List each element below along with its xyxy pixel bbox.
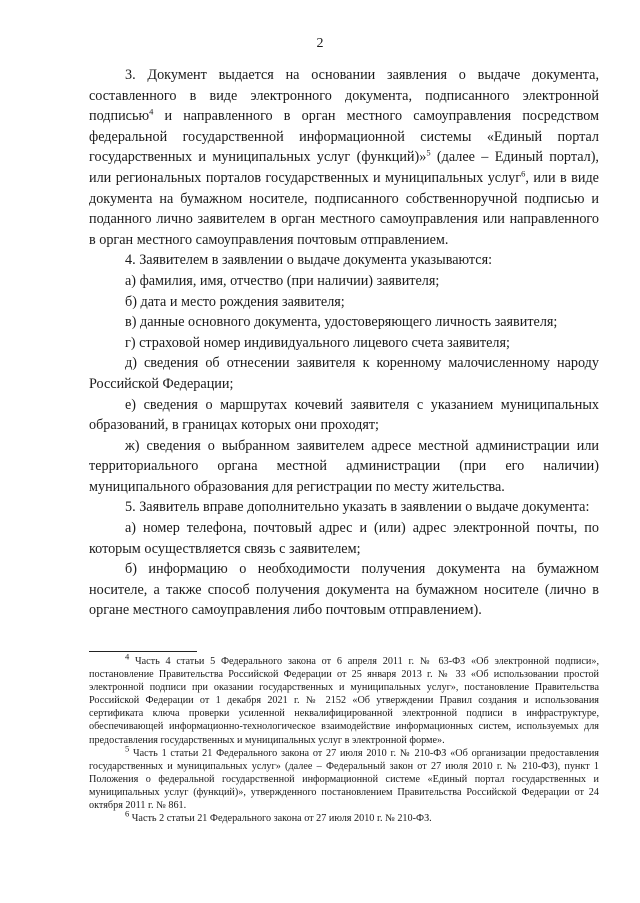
text-run: Часть 2 статьи 21 Федерального закона от 27 июля 2010 г. № 210-ФЗ. bbox=[129, 813, 432, 825]
footnote-ref: 6 bbox=[125, 808, 130, 819]
footnote bbox=[89, 743, 599, 812]
paragraph bbox=[89, 559, 599, 621]
footnote-ref: 5 bbox=[426, 147, 431, 158]
footnotes bbox=[89, 651, 599, 825]
paragraph bbox=[89, 312, 599, 333]
paragraph bbox=[89, 395, 599, 436]
paragraph bbox=[89, 518, 599, 559]
footnote-ref: 4 bbox=[125, 651, 130, 662]
text-run: Часть 1 статьи 21 Федерального закона от 27 июля 2010 г. № 210-ФЗ «Об организации предоставления государственных и муниципальных услуг» (далее – Федеральный закон от 27 июля 2010 г. № 210-ФЗ), пункт 1 Положения о федеральной государственной информационной системе «Единый портал государственных и муниципальных услуг (функций)», утвержденного постановлением Правительства Российской Федерации от 24 октября 2011 г. № 861. bbox=[89, 747, 599, 812]
footnote bbox=[89, 651, 599, 747]
paragraph bbox=[89, 353, 599, 394]
text-run: а) фамилия, имя, отчество (при наличии) заявителя; bbox=[125, 272, 440, 289]
footnote-ref: 6 bbox=[521, 168, 526, 179]
body-text bbox=[89, 65, 599, 621]
text-run: д) сведения об отнесении заявителя к коренному малочисленному народу Российской Федерации; bbox=[89, 355, 599, 392]
paragraph bbox=[89, 333, 599, 354]
text-run: 4. Заявителем в заявлении о выдаче документа указываются: bbox=[125, 252, 493, 269]
text-run: е) сведения о маршрутах кочевий заявителя с указанием муниципальных образований, в границах которых они проходят; bbox=[89, 396, 599, 434]
text-run: и направленного в орган местного самоуправления посредством федеральной государственной информационной системы «Единый портал государственных и муниципальных услуг (функций)» bbox=[89, 108, 599, 166]
paragraph bbox=[89, 271, 599, 292]
footnote-ref: 4 bbox=[149, 106, 154, 117]
text-run: 5. Заявитель вправе дополнительно указать в заявлении о выдаче документа: bbox=[125, 499, 590, 516]
paragraph bbox=[89, 292, 599, 313]
text-run: в) данные основного документа, удостоверяющего личность заявителя; bbox=[125, 314, 558, 331]
footnote-ref: 5 bbox=[125, 743, 130, 754]
footnote bbox=[89, 808, 599, 825]
paragraph bbox=[89, 250, 599, 271]
page-number: 2 bbox=[316, 36, 324, 51]
text-run: (далее – Единый портал), или региональных порталов государственных и муниципальных услуг bbox=[89, 149, 599, 186]
footnote-separator bbox=[89, 651, 197, 652]
text-run: , или в виде документа на бумажном носителе, подписанного собственноручной подписью и поданного лично заявителем в орган местного самоуправления или направленного в орган местного самоуправления почтовым отправлением. bbox=[89, 169, 599, 248]
paragraph bbox=[89, 497, 599, 518]
text-run: ж) сведения о выбранном заявителем адресе местной администрации или территориального органа местной администрации (при его наличии) муниципального образования для регистрации по месту жительства. bbox=[89, 437, 599, 495]
paragraph bbox=[89, 436, 599, 498]
text-run: б) информацию о необходимости получения документа на бумажном носителе, а также способ получения документа на бумажном носителе (лично в органе местного самоуправления либо почтовым отправлением). bbox=[89, 561, 599, 619]
paragraph bbox=[89, 65, 599, 250]
text-run: 3. Документ выдается на основании заявления о выдаче документа, составленного в виде электронного документа, подписанного электронной подписью bbox=[89, 67, 599, 125]
text-run: а) номер телефона, почтовый адрес и (или) адрес электронной почты, по которым осуществляется связь с заявителем; bbox=[89, 520, 599, 557]
text-run: Часть 4 статьи 5 Федерального закона от 6 апреля 2011 г. № 63-ФЗ «Об электронной подписи», постановление Правительства Российской Федерации от 25 января 2013 г. № 33 «Об использовании простой электронной подписи при оказании государственных и муниципальных услуг», постановление Правительства Российской Федерации от 1 декабря 2021 г. № 2152 «Об утверждении Правил создания и использования сертификата ключа проверки усиленной неквалифицированной электронной подписи в инфраструктуре, обеспечивающей информационно-технологическое взаимодействие информационных систем, используемых для предоставления государственных и муниципальных услуг в электронной форме». bbox=[89, 656, 599, 746]
text-run: б) дата и место рождения заявителя; bbox=[125, 293, 345, 310]
text-run: г) страховой номер индивидуального лицевого счета заявителя; bbox=[125, 334, 510, 351]
